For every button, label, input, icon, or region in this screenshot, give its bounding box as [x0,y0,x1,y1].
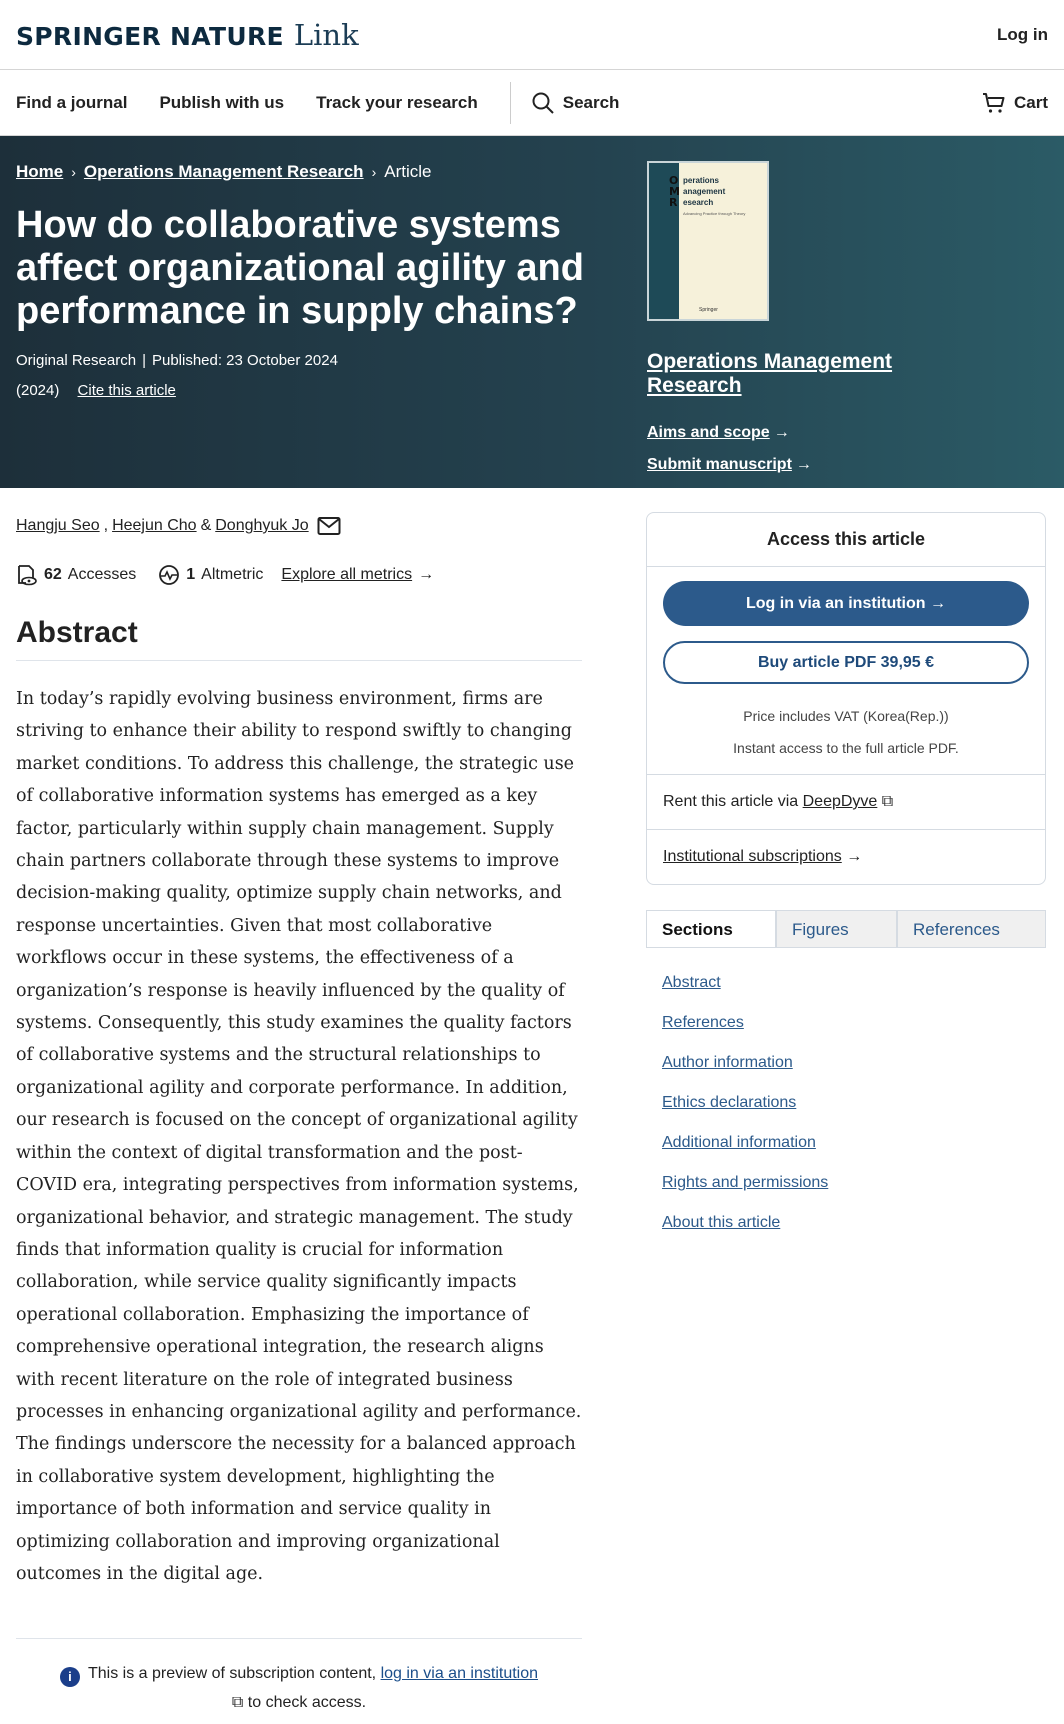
info-icon: i [60,1667,80,1687]
article-citation-line [16,381,586,401]
submit-manuscript-link[interactable] [647,456,987,474]
cover-letter: O [669,174,679,187]
deepdyve-link[interactable]: DeepDyve [802,793,878,810]
section-link-about[interactable]: About this article [662,1214,781,1231]
sections-list [646,948,1046,1243]
cover-subtitle: Advancing Practice through Theory [683,211,746,216]
cover-words [683,175,725,208]
external-link-icon: ⧉ [231,1694,244,1712]
author-separator: & [200,517,212,534]
accesses-icon [16,564,38,586]
tab-references[interactable]: References [897,910,1046,947]
arrow-right-icon: → [418,566,435,583]
article-hero [0,136,1064,488]
explore-metrics-link[interactable]: Explore all metrics [281,566,413,583]
author-link[interactable]: Heejun Cho [112,517,197,534]
section-link-author-information[interactable]: Author information [662,1054,793,1071]
nav-publish-with-us[interactable]: Publish with us [159,92,285,112]
cover-letters [669,175,680,208]
price-notes [663,700,1029,764]
cart-button[interactable] [982,70,1048,135]
logo-brand-text: SPRINGER NATURE [16,21,284,51]
rent-row [647,774,1045,829]
article-year: (2024) [16,382,60,399]
search-button[interactable] [531,91,620,115]
list-item [662,1163,1046,1203]
breadcrumb-current: Article [384,162,432,181]
section-link-references[interactable]: References [662,1014,744,1031]
section-link-additional-info[interactable]: Additional information [662,1134,816,1151]
nav-track-research[interactable]: Track your research [316,92,478,112]
tab-figures[interactable]: Figures [776,910,897,947]
breadcrumb-separator-icon: › [71,164,76,180]
cover-word: anagement [683,187,726,196]
buy-pdf-button[interactable]: Buy article PDF 39,95 € [663,641,1029,684]
article-body [16,516,582,1724]
altmetric-label: Altmetric [201,566,264,583]
list-item [662,1123,1046,1163]
nav-divider [510,82,511,124]
external-link-icon: ⧉ [881,793,894,810]
article-type: Original Research [16,352,137,369]
article-meta [16,351,586,371]
aims-scope-link[interactable] [647,424,987,442]
breadcrumb-home[interactable]: Home [16,162,64,181]
section-link-abstract[interactable]: Abstract [662,974,721,991]
journal-name-link[interactable]: Operations Management Research [647,350,893,397]
author-separator: , [103,517,109,534]
breadcrumb [16,162,586,182]
vat-note: Price includes VAT (Korea(Rep.)) [743,708,949,724]
access-card [646,512,1046,885]
search-icon [531,91,555,115]
arrow-right-icon: → [773,424,790,441]
list-item [662,1083,1046,1123]
accesses-label: Accesses [67,566,137,583]
list-item [662,1043,1046,1083]
arrow-right-icon: → [930,595,946,612]
altmetric-count: 1 [186,566,196,583]
cover-publisher: Springer [699,307,718,313]
logo-link-text: Link [293,17,359,52]
list-item [662,963,1046,1003]
altmetric-icon [158,564,180,586]
section-link-ethics[interactable]: Ethics declarations [662,1094,797,1111]
nav-find-journal[interactable]: Find a journal [16,92,128,112]
email-icon[interactable] [317,516,341,536]
cover-letter: R [669,196,678,209]
springer-nature-link-logo[interactable] [16,18,359,52]
cart-icon [982,91,1006,115]
arrow-right-icon: → [846,848,863,865]
cart-label: Cart [1013,92,1048,112]
article-metrics [16,564,582,586]
submit-manuscript-label: Submit manuscript [647,456,792,473]
cover-word: perations [683,176,720,185]
meta-separator: | [142,352,146,369]
preview-prefix: This is a preview of subscription content, [87,1665,377,1683]
breadcrumb-separator-icon: › [371,164,377,180]
cite-article-link[interactable]: Cite this article [77,382,176,399]
access-options [647,567,1045,774]
sidebar [646,512,1046,1243]
list-item [662,1203,1046,1243]
login-link[interactable]: Log in [997,24,1048,44]
main-nav [0,70,1064,136]
author-link[interactable]: Hangju Seo [16,517,100,534]
access-heading: Access this article [647,513,1045,567]
abstract-heading: Abstract [16,616,582,661]
institutional-subscriptions-link[interactable]: Institutional subscriptions [663,848,842,865]
cover-word: esearch [683,198,714,207]
cover-letter: M [669,185,680,198]
arrow-right-icon: → [795,456,812,473]
site-header [0,0,1064,70]
accesses-count: 62 [44,566,62,583]
journal-panel [647,161,987,488]
list-item [662,1003,1046,1043]
login-institution-button[interactable] [663,581,1029,626]
preview-notice [16,1638,582,1724]
preview-login-link[interactable]: log in via an institution [380,1665,539,1683]
article-title: How do collaborative systems affect organizational agility and performance in supply chains? [16,204,584,332]
breadcrumb-journal[interactable]: Operations Management Research [83,162,364,181]
author-link[interactable]: Donghyuk Jo [215,517,309,534]
institutional-row [647,829,1045,884]
hero-article-info [16,162,586,411]
author-list [16,516,582,536]
rent-prefix: Rent this article via [663,793,799,810]
abstract-text: In today’s rapidly evolving business environment, firms are striving to enhance their ability to respond swiftly to changing market conditions. To address this challenge, the strategic use of collaborative information systems has emerged as a key factor, particularly within supply chain management. Supply chain partners collaborate through these systems to improve decision-making quality, optimize supply chain networks, and response uncertainties. Given that most collaborative workflows occur in these systems, the effectiveness of a organization’s response is heavily influenced by the quality of systems. Consequently, this study examines the quality factors of collaborative systems and the structural relationships to organizational agility and corporate performance. In addition, our research is focused on the concept of organizational agility within the context of digital transformation and the post-COVID era, integrating perspectives from information systems, organizational behavior, and strategic management. The study finds that information quality is crucial for information collaboration, while service quality significantly impacts operational collaboration. Emphasizing the importance of comprehensive operational integration, the research aligns with recent literature on the role of integrated business processes in enhancing organizational agility and performance. The findings underscore the necessity for a balanced approach in collaborative system development, highlighting the importance of both information and service quality in optimizing collaboration and improving organizational outcomes in the digital age. [16,689,582,1584]
published-date: Published: 23 October 2024 [151,352,338,369]
search-label: Search [562,92,620,112]
aims-scope-label: Aims and scope [647,424,770,441]
login-institution-label: Log in via an institution [746,595,926,612]
tab-sections[interactable]: Sections [646,910,776,947]
sidebar-tabs [646,910,1046,948]
instant-access-note: Instant access to the full article PDF. [733,740,959,756]
section-link-rights[interactable]: Rights and permissions [662,1174,829,1191]
preview-suffix: to check access. [247,1694,367,1712]
journal-cover-image[interactable] [647,161,769,321]
main-content [0,488,1064,1724]
